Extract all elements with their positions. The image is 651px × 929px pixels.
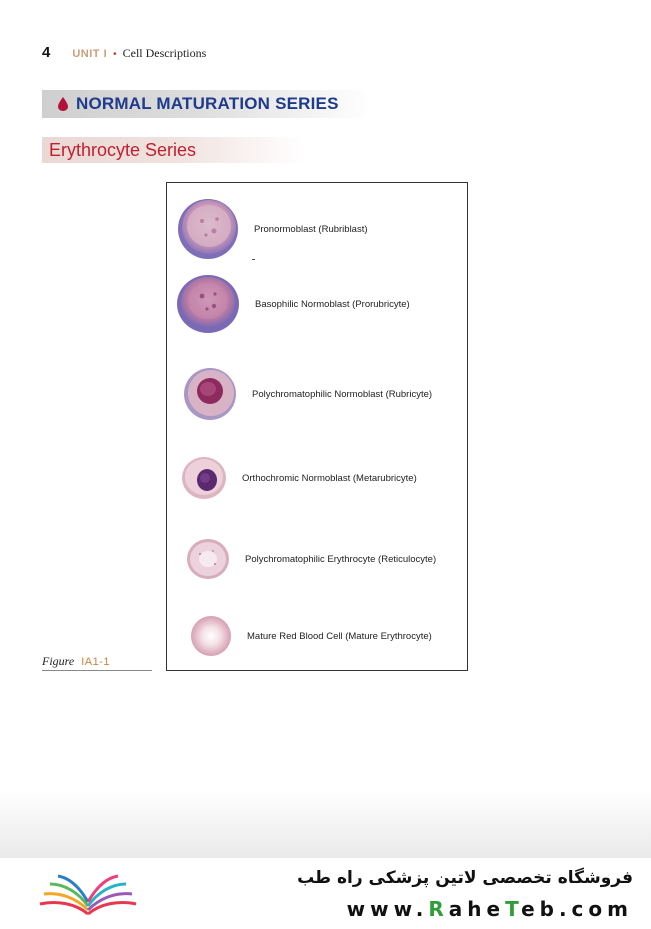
cell-label: Pronormoblast (Rubriblast) (254, 223, 368, 235)
section-title: NORMAL MATURATION SERIES (76, 94, 339, 113)
cell-label: Mature Red Blood Cell (Mature Erythrocyte) (247, 630, 432, 642)
cell-row-basophilic-normoblast (175, 273, 410, 335)
unit-label: UNIT I (72, 48, 108, 60)
open-book-logo-icon (36, 870, 140, 918)
shop-name: فروشگاه تخصصی لاتین پزشکی راه طب (297, 868, 633, 888)
url-text: R (428, 897, 449, 921)
cell-row-polychromatophilic-normoblast (182, 366, 432, 422)
subsection-title: Erythrocyte Series (49, 139, 197, 160)
figure-panel (166, 182, 468, 671)
polychromatophilic-erythrocyte-cell-image (185, 537, 231, 581)
header-separator: • (113, 49, 117, 60)
polychromatophilic-normoblast-cell-image (182, 366, 238, 422)
figure-caption (42, 654, 110, 669)
section-heading-bar (42, 90, 372, 118)
url-text: T (505, 897, 522, 921)
site-url (347, 897, 633, 921)
basophilic-normoblast-cell-image (175, 273, 241, 335)
url-text: eb.com (521, 897, 633, 921)
cell-label: Orthochromic Normoblast (Metarubricyte) (242, 472, 417, 484)
cell-label: Basophilic Normoblast (Prorubricyte) (255, 298, 410, 310)
running-header (42, 44, 206, 62)
page-number: 4 (42, 44, 51, 61)
blood-drop-icon (56, 96, 70, 112)
chapter-title: Cell Descriptions (122, 46, 207, 60)
cell-row-orthochromic-normoblast (180, 455, 417, 501)
pronormoblast-cell-image (176, 197, 240, 261)
footer-shadow (0, 790, 651, 860)
cell-label: Polychromatophilic Erythrocyte (Reticulocyte) (245, 553, 437, 565)
watermark-footer (0, 858, 651, 929)
subsection-heading-bar (42, 137, 304, 163)
mature-red-blood-cell-image (189, 614, 233, 658)
cell-row-polychromatophilic-erythrocyte (185, 537, 436, 581)
figure-word: Figure (42, 654, 75, 668)
url-text: ahe (448, 897, 506, 921)
figure-number: IA1-1 (81, 656, 111, 668)
orthochromic-normoblast-cell-image (180, 455, 228, 501)
url-text: www. (346, 897, 429, 921)
cell-row-mature-rbc (189, 614, 432, 658)
tick-mark (252, 259, 255, 260)
cell-label: Polychromatophilic Normoblast (Rubricyte) (252, 388, 433, 400)
caption-rule (42, 670, 152, 671)
cell-row-pronormoblast (176, 197, 368, 261)
